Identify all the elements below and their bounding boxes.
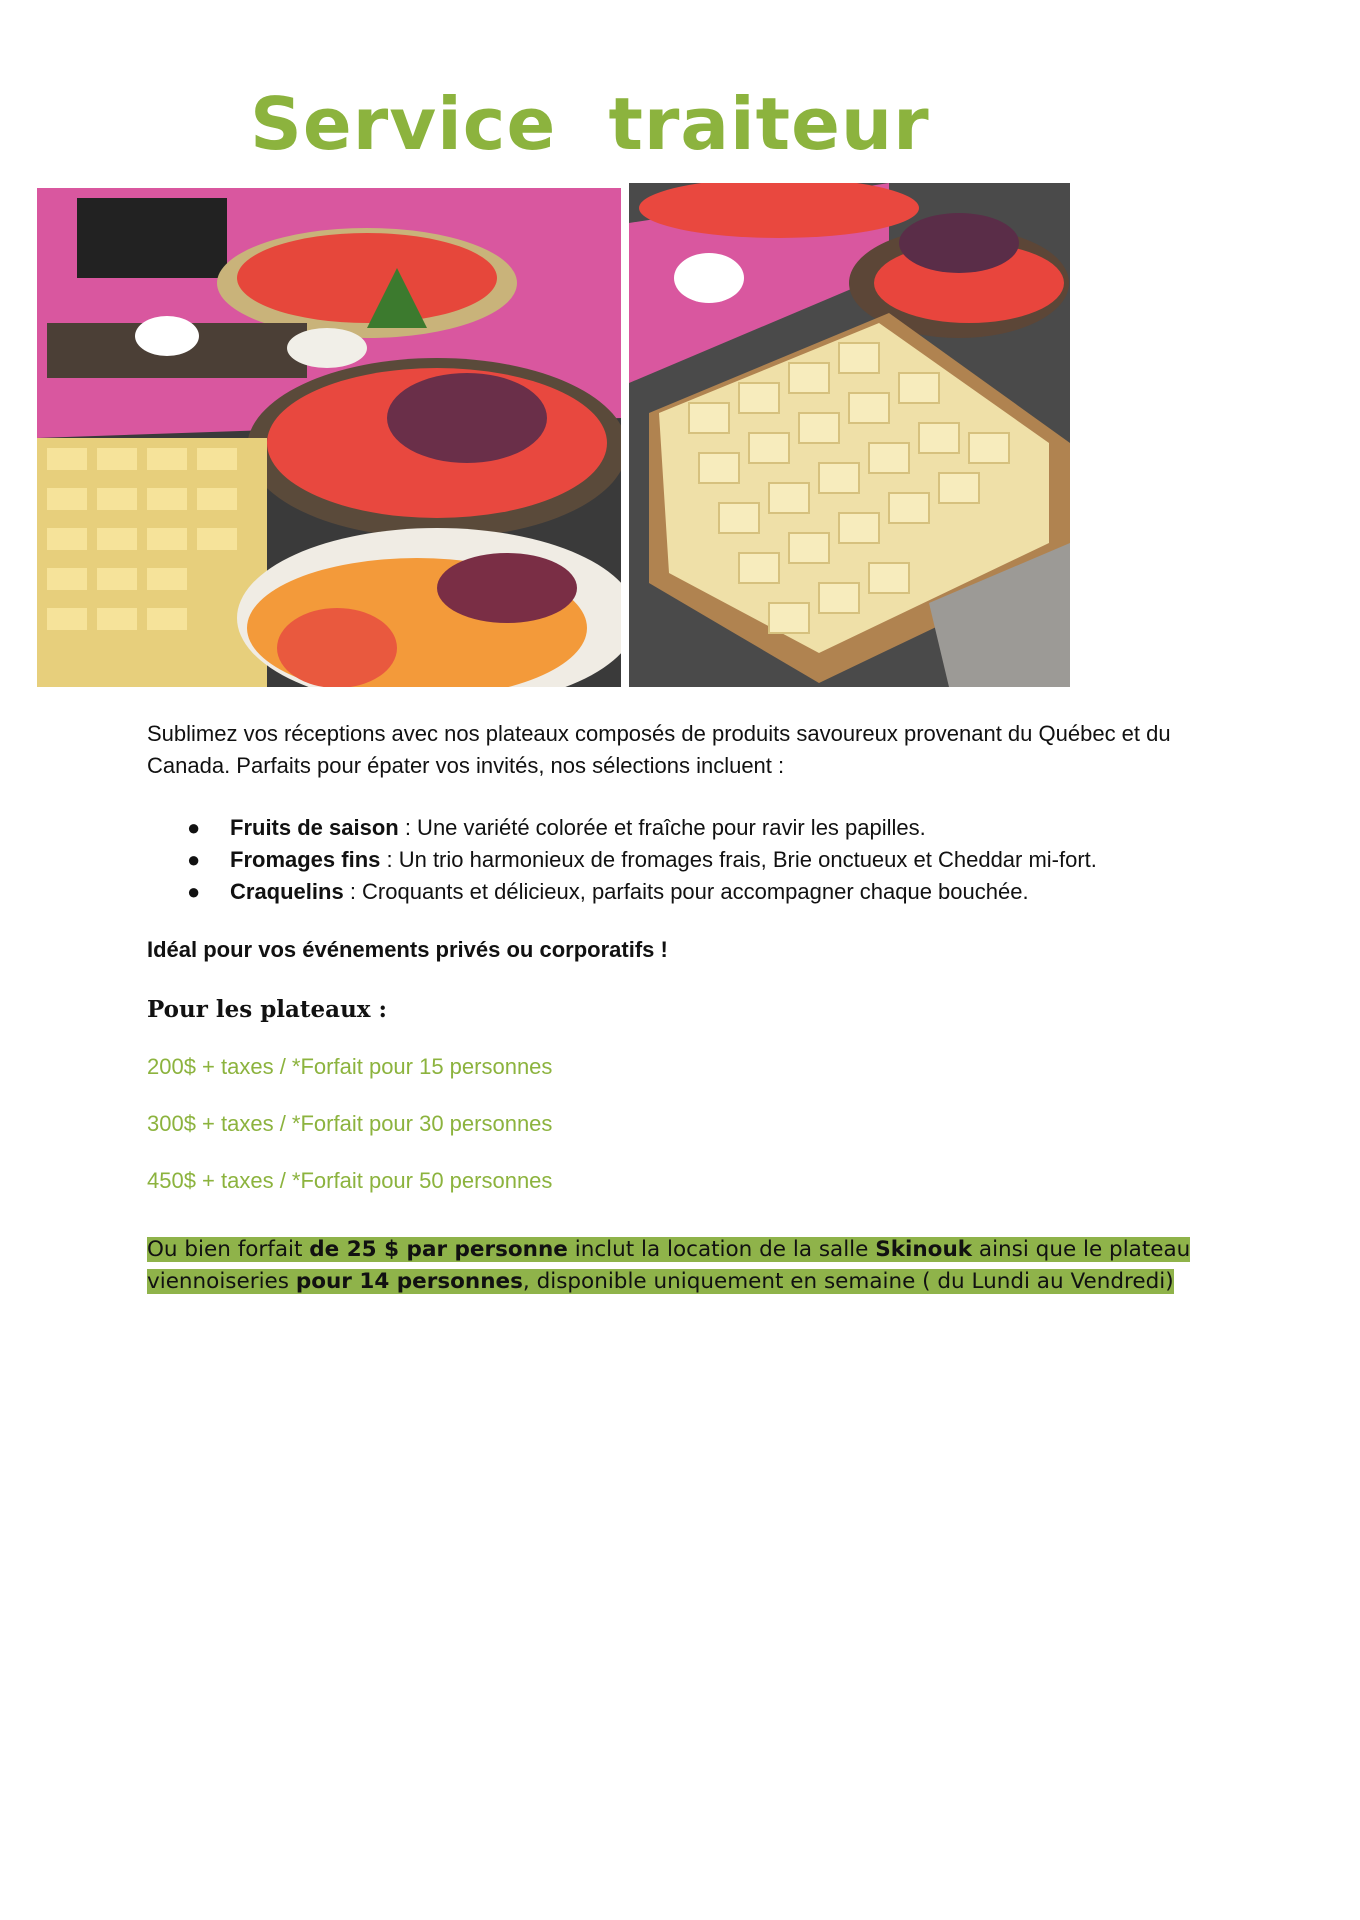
list-item bbox=[147, 876, 1207, 908]
photo-cheese-platter-right bbox=[629, 183, 1070, 687]
offer-text: Ou bien forfait bbox=[147, 1237, 310, 1262]
price-option: 300$ + taxes / *Forfait pour 30 personnes bbox=[147, 1111, 553, 1136]
item-title: Craquelins bbox=[230, 879, 344, 904]
list-item bbox=[147, 812, 1207, 844]
offer-text: , disponible uniquement en semaine ( du Lundi au Vendredi) bbox=[522, 1269, 1174, 1294]
plateaux-heading: Pour les plateaux : bbox=[147, 996, 388, 1023]
offer-text: inclut la location de la salle bbox=[567, 1237, 876, 1262]
ideal-statement: Idéal pour vos événements privés ou corporatifs ! bbox=[147, 937, 668, 962]
selection-list bbox=[147, 812, 1207, 908]
bullet-icon: ● bbox=[187, 815, 201, 840]
item-text: : Un trio harmonieux de fromages frais, Brie onctueux et Cheddar mi-fort. bbox=[380, 847, 1097, 872]
price-option: 200$ + taxes / *Forfait pour 15 personnes bbox=[147, 1054, 553, 1079]
offer-text: ainsi que le plateau viennoiseries bbox=[147, 1237, 1191, 1294]
offer-capacity: pour 14 personnes bbox=[295, 1269, 523, 1294]
offer-highlight bbox=[147, 1237, 1190, 1294]
per-person-offer bbox=[147, 1234, 1207, 1298]
intro-paragraph: Sublimez vos réceptions avec nos plateaux composés de produits savoureux provenant du Québec et du Canada. Parfaits pour épater vos invités, nos sélections incluent : bbox=[147, 721, 1171, 778]
item-text: : Une variété colorée et fraîche pour ravir les papilles. bbox=[398, 815, 926, 840]
room-name: Skinouk bbox=[875, 1237, 973, 1262]
bullet-icon: ● bbox=[187, 847, 201, 872]
list-item bbox=[147, 844, 1207, 876]
item-title: Fruits de saison bbox=[230, 815, 399, 840]
offer-price: de 25 $ par personne bbox=[309, 1237, 568, 1262]
page-title: Service traiteur bbox=[250, 82, 930, 166]
item-text: : Croquants et délicieux, parfaits pour accompagner chaque bouchée. bbox=[343, 879, 1029, 904]
price-option: 450$ + taxes / *Forfait pour 50 personnes bbox=[147, 1168, 553, 1193]
item-title: Fromages fins bbox=[230, 847, 381, 872]
photo-catering-platters-left bbox=[37, 188, 621, 687]
bullet-icon: ● bbox=[187, 879, 201, 904]
